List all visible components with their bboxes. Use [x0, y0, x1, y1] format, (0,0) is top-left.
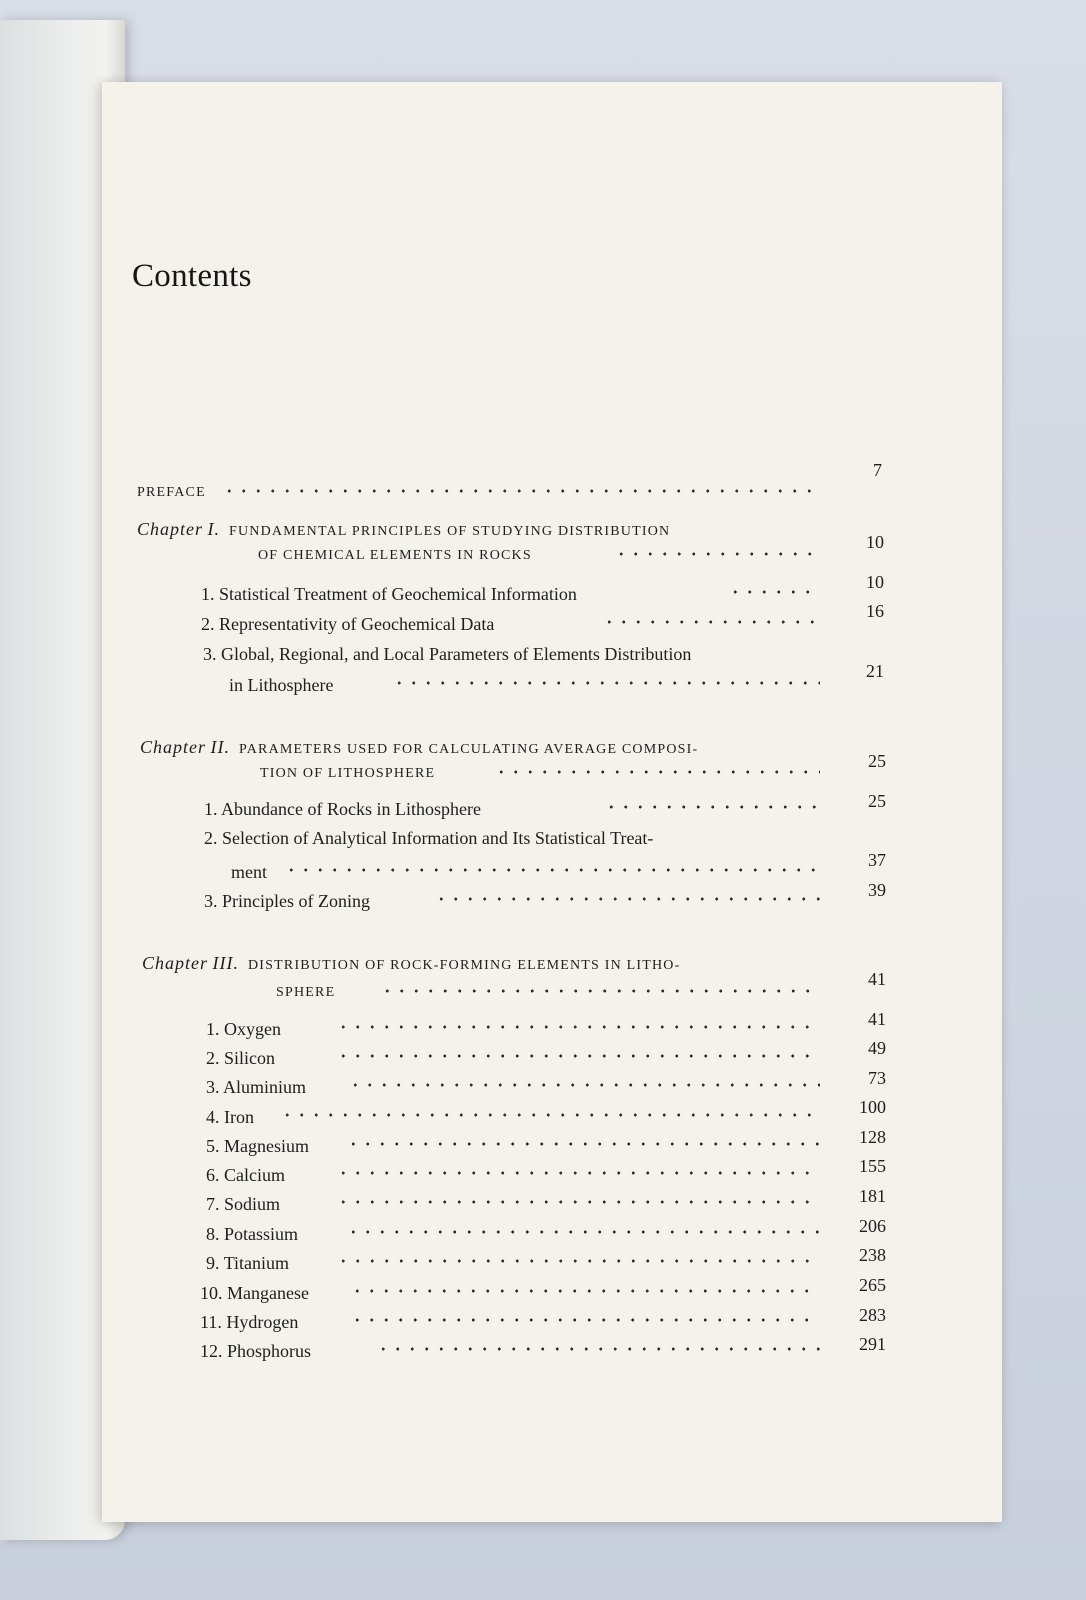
ch3-section-11-page: 283	[859, 1305, 886, 1325]
ch2-section-2-line2: ment	[231, 862, 267, 882]
ch3-section-4: 4. Iron	[206, 1107, 254, 1127]
ch2-section-2: 2. Selection of Analytical Information and Its Statistical Treat-	[204, 828, 654, 848]
chapter-3-heading	[142, 952, 680, 977]
chapter-3-leader	[380, 982, 820, 1000]
ch3-section-6-leader	[336, 1164, 820, 1182]
preface-page: 7	[873, 460, 882, 480]
ch1-section-1: 1. Statistical Treatment of Geochemical Information	[201, 584, 577, 604]
preface-label: PREFACE	[137, 485, 206, 500]
chapter-1-title-line2: OF CHEMICAL ELEMENTS IN ROCKS	[258, 548, 532, 563]
ch3-section-5-leader	[346, 1135, 820, 1153]
ch3-section-11-leader	[350, 1311, 820, 1329]
ch3-section-11: 11. Hydrogen	[200, 1312, 299, 1332]
ch2-section-3-leader	[434, 890, 820, 908]
ch3-section-4-leader	[280, 1106, 820, 1124]
chapter-1-title-line1: FUNDAMENTAL PRINCIPLES OF STUDYING DISTRIBUTION	[229, 524, 671, 539]
chapter-3-title-line2: SPHERE	[276, 985, 336, 1000]
ch3-section-5-page: 128	[859, 1127, 886, 1147]
ch3-section-12-leader	[376, 1340, 820, 1358]
ch1-section-2: 2. Representativity of Geochemical Data	[201, 614, 495, 634]
ch3-section-9: 9. Titanium	[206, 1253, 290, 1273]
ch2-section-1: 1. Abundance of Rocks in Lithosphere	[204, 799, 481, 819]
chapter-2-leader	[494, 763, 820, 781]
ch3-section-2: 2. Silicon	[206, 1048, 276, 1068]
chapter-2-title-line2: TION OF LITHOSPHERE	[260, 766, 436, 781]
ch1-section-1-page: 10	[866, 572, 884, 592]
chapter-3-page: 41	[868, 969, 886, 989]
ch2-section-3-page: 39	[868, 880, 886, 900]
ch3-section-12: 12. Phosphorus	[200, 1341, 312, 1361]
ch3-section-6-page: 155	[859, 1156, 886, 1176]
ch1-section-1-leader	[728, 583, 820, 601]
ch2-section-2-page: 37	[868, 850, 886, 870]
ch3-section-6: 6. Calcium	[206, 1165, 285, 1185]
chapter-1-heading	[137, 518, 670, 543]
ch3-section-10: 10. Manganese	[200, 1283, 309, 1303]
ch3-section-8: 8. Potassium	[206, 1224, 299, 1244]
ch1-section-3-leader	[392, 674, 820, 692]
ch3-section-9-page: 238	[859, 1245, 886, 1265]
page-title: Contents	[132, 258, 252, 294]
ch3-section-3-leader	[348, 1076, 820, 1094]
ch1-section-2-page: 16	[866, 601, 884, 621]
ch3-section-10-page: 265	[859, 1275, 886, 1295]
ch2-section-1-leader	[604, 798, 820, 816]
ch1-section-3: 3. Global, Regional, and Local Parameters of Elements Distribution	[203, 644, 692, 664]
ch1-section-3-line2: in Lithosphere	[229, 675, 334, 695]
chapter-2-numeral: II.	[210, 737, 231, 757]
chapter-1-page: 10	[866, 532, 884, 552]
ch3-section-4-page: 100	[859, 1097, 886, 1117]
ch3-section-3: 3. Aluminium	[206, 1077, 307, 1097]
ch1-section-2-leader	[602, 613, 820, 631]
ch3-section-3-page: 73	[868, 1068, 886, 1088]
ch3-section-12-page: 291	[859, 1334, 886, 1354]
chapter-2-label: Chapter	[140, 737, 207, 757]
chapter-2-page: 25	[868, 751, 886, 771]
ch3-section-2-page: 49	[868, 1038, 886, 1058]
ch2-section-1-page: 25	[868, 791, 886, 811]
chapter-3-title-line1: DISTRIBUTION OF ROCK-FORMING ELEMENTS IN LITHO-	[248, 958, 681, 973]
ch2-section-3: 3. Principles of Zoning	[204, 891, 370, 911]
ch3-section-10-leader	[350, 1282, 820, 1300]
ch3-section-7-leader	[336, 1193, 820, 1211]
ch3-section-7: 7. Sodium	[206, 1194, 281, 1214]
ch3-section-7-page: 181	[859, 1186, 886, 1206]
chapter-2-heading	[140, 736, 698, 761]
ch3-section-8-leader	[346, 1223, 820, 1241]
chapter-1-leader	[614, 545, 819, 563]
preface-leader	[222, 482, 822, 500]
ch3-section-5: 5. Magnesium	[206, 1136, 309, 1156]
chapter-3-label: Chapter	[142, 953, 209, 973]
ch3-section-1-leader	[336, 1018, 820, 1036]
ch3-section-9-leader	[336, 1252, 820, 1270]
ch3-section-1: 1. Oxygen	[206, 1019, 281, 1039]
ch2-section-2-leader	[284, 861, 820, 879]
ch3-section-1-page: 41	[868, 1009, 886, 1029]
chapter-3-numeral: III.	[212, 953, 239, 973]
ch3-section-8-page: 206	[859, 1216, 886, 1236]
chapter-1-label: Chapter	[137, 519, 204, 539]
ch1-section-3-page: 21	[866, 661, 884, 681]
chapter-2-title-line1: PARAMETERS USED FOR CALCULATING AVERAGE COMPOSI-	[239, 742, 699, 757]
chapter-1-numeral: I.	[207, 519, 221, 539]
ch3-section-2-leader	[336, 1047, 820, 1065]
